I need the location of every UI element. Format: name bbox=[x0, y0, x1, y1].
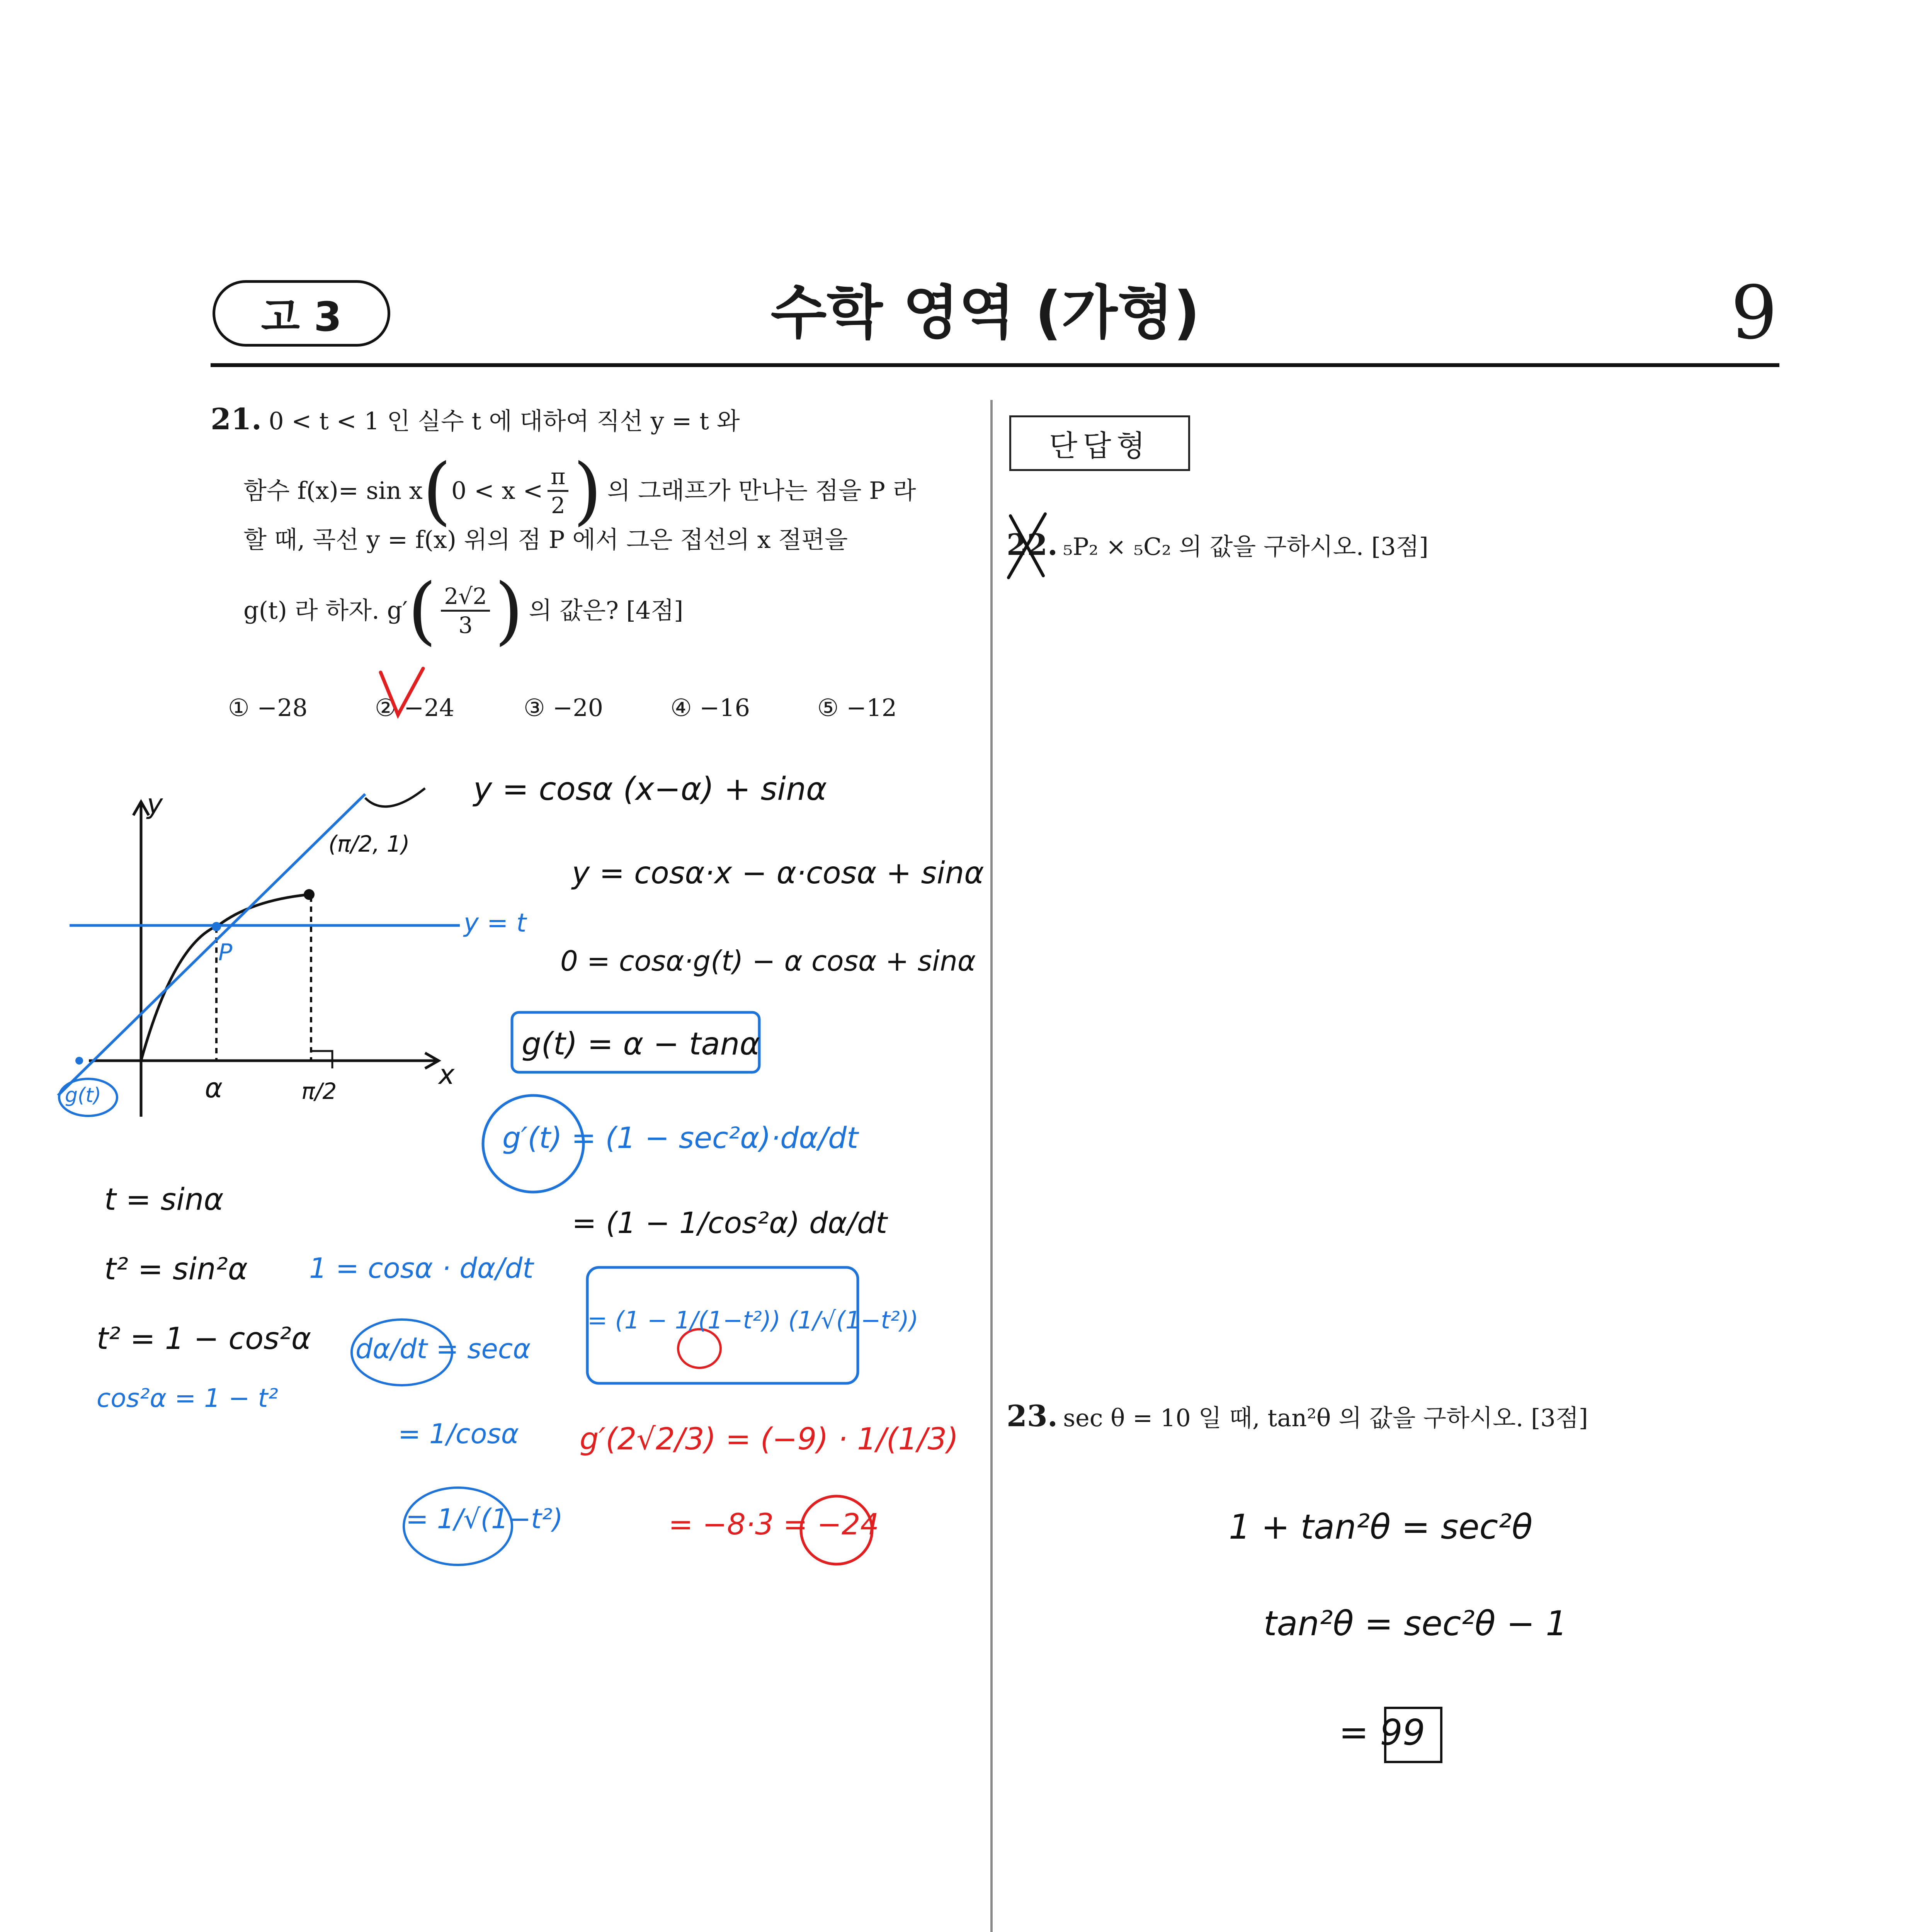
fraction-pi-over-2: $\frac{\pi}{2}$ bbox=[548, 463, 568, 519]
question-line-2-tail: 의 그래프가 만나는 점을 P 라 bbox=[607, 476, 916, 505]
page-number: 9 bbox=[1731, 270, 1777, 355]
question-line-4-tail: 의 값은? [4점] bbox=[529, 596, 684, 624]
hw-deriv-5: g′(t) = (1 − sec²α)·dα/dt bbox=[502, 1121, 859, 1155]
gt-definition: g(t) 라 하자. g′ bbox=[243, 596, 408, 624]
sine-curve bbox=[141, 895, 309, 1061]
cross-out-icon bbox=[1009, 514, 1045, 578]
hw-left-2: t² = sin²α bbox=[104, 1252, 248, 1287]
page-title: 수학 영역 (가형) bbox=[770, 279, 1200, 347]
fraction-2root2-over-3: $\frac{2√2}{3}$ bbox=[441, 583, 490, 639]
hw-red-2: = −8·3 = −24 bbox=[668, 1507, 879, 1541]
hw-left-1: t = sinα bbox=[104, 1182, 224, 1217]
hw-line-label: y = t bbox=[464, 908, 527, 938]
hw-left-3: t² = 1 − cos²α bbox=[97, 1321, 311, 1356]
hw-deriv-4: g(t) = α − tanα bbox=[522, 1026, 760, 1062]
hw-deriv-2: y = cosα·x − α·cosα + sinα bbox=[572, 856, 984, 891]
hw-q23-3: = 99 bbox=[1339, 1712, 1425, 1753]
question-line-1: 0 < t < 1 인 실수 t 에 대하여 직선 y = t 와 bbox=[269, 407, 740, 435]
hw-pi2-label: π/2 bbox=[301, 1078, 337, 1104]
hw-mid-1: 1 = cosα · dα/dt bbox=[309, 1252, 534, 1284]
choice-5[interactable]: ⑤ −12 bbox=[817, 694, 897, 722]
hw-intercept-label: g(t) bbox=[65, 1084, 101, 1107]
hw-left-4: cos²α = 1 − t² bbox=[97, 1383, 278, 1413]
question-number: 22. bbox=[1007, 527, 1058, 562]
function-text: 함수 f(x)= sin x bbox=[243, 476, 423, 505]
hw-red-1: g′(2√2/3) = (−9) · 1/(1/3) bbox=[580, 1422, 959, 1457]
hw-p-label: P bbox=[218, 939, 233, 966]
hw-alpha-label: α bbox=[205, 1072, 223, 1104]
hw-deriv-7: = (1 − 1/(1−t²)) (1/√(1−t²)) bbox=[587, 1306, 918, 1334]
hw-y-label: y bbox=[147, 788, 163, 820]
choice-3[interactable]: ③ −20 bbox=[524, 694, 604, 722]
hw-q23-2: tan²θ = sec²θ − 1 bbox=[1264, 1604, 1568, 1643]
hw-deriv-1: y = cosα (x−α) + sinα bbox=[473, 771, 827, 808]
hw-deriv-3: 0 = cosα·g(t) − α cosα + sinα bbox=[560, 945, 976, 977]
choice-4[interactable]: ④ −16 bbox=[670, 694, 750, 722]
hw-point-label: (π/2, 1) bbox=[328, 831, 410, 857]
hw-mid-2: dα/dt = secα bbox=[355, 1333, 531, 1365]
question-line-4: g(t) 라 하자. g′ ( $\frac{2√2}{3}$ ) 의 값은? [4점] bbox=[243, 568, 684, 653]
domain-condition: 0 < x < bbox=[451, 476, 543, 505]
question-line-3: 할 때, 곡선 y = f(x) 위의 점 P 에서 그은 접선의 x 절편을 bbox=[243, 526, 848, 554]
question-number: 23. bbox=[1007, 1399, 1058, 1433]
hw-x-label: x bbox=[439, 1059, 455, 1090]
choice-2[interactable]: ② −24 bbox=[375, 694, 455, 722]
question-line-2: 함수 f(x)= sin x ( 0 < x < $\frac{\pi}{2}$ ) 의 그래프가 만나는 점을 P 라 bbox=[243, 448, 916, 533]
hw-mid-3: = 1/cosα bbox=[398, 1418, 519, 1450]
hw-q23-1: 1 + tan²θ = sec²θ bbox=[1229, 1507, 1533, 1547]
question-text: sec θ = 10 일 때, tan²θ 의 값을 구하시오. [3점] bbox=[1063, 1404, 1588, 1432]
endpoint-dot bbox=[304, 889, 315, 900]
choice-1[interactable]: ① −28 bbox=[228, 694, 308, 722]
question-number: 21. bbox=[211, 402, 262, 436]
question-text: ₅P₂ × ₅C₂ 의 값을 구하시오. [3점] bbox=[1063, 532, 1429, 561]
hw-deriv-6: = (1 − 1/cos²α) dα/dt bbox=[572, 1206, 888, 1240]
check-mark-icon bbox=[381, 668, 423, 715]
grade-label: 고 3 bbox=[261, 293, 342, 340]
hw-mid-4: = 1/√(1−t²) bbox=[406, 1503, 563, 1535]
short-answer-header: 단답형 bbox=[1009, 415, 1190, 471]
